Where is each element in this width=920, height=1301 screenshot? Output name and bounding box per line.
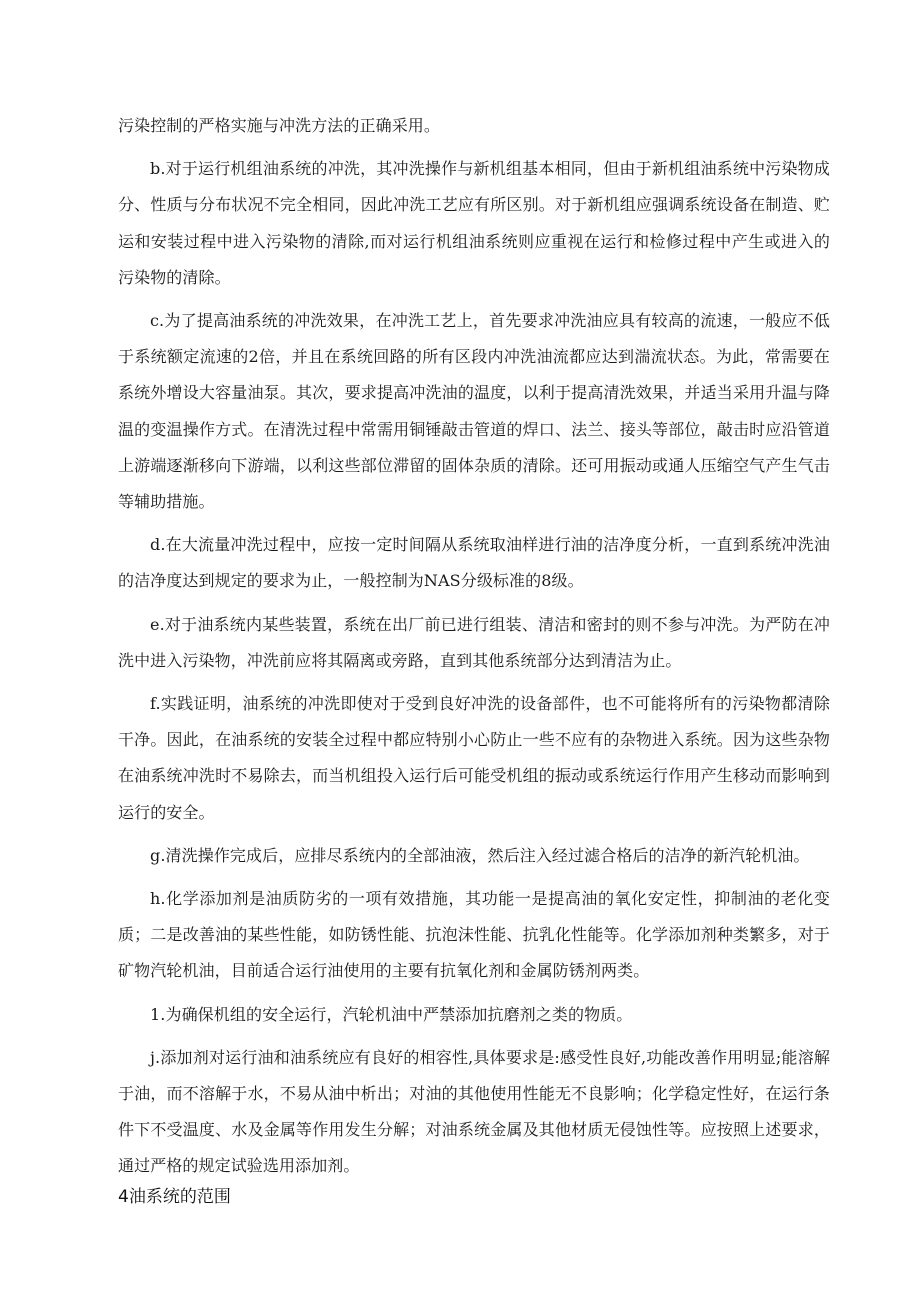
paragraph-f: f.实践证明，油系统的冲洗即使对于受到良好冲洗的设备部件，也不可能将所有的污染物都清除干净。因此，在油系统的安装全过程中都应特别小心防止一些不应有的杂物进入系统。因为这些杂物在油系统冲洗时不易除去，而当机组投入运行后可能受机组的振动或系统运行作用产生移动而影响到运行的安全。 [118,694,830,822]
paragraph-e: e.对于油系统内某些装置，系统在出厂前已进行组装、清洁和密封的则不参与冲洗。为严防在冲洗中进入污染物，冲洗前应将其隔离或旁路，直到其他系统部分达到清洁为止。 [118,614,830,670]
paragraph-continuation: 污染控制的严格实施与冲洗方法的正确采用。 [118,116,441,135]
paragraph-j: j.添加剂对运行油和油系统应有良好的相容性,具体要求是:感受性良好,功能改善作用明显;能溶解于油，而不溶解于水，不易从油中析出；对油的其他使用性能无不良影响；化学稳定性好，在运行条件下不受温度、水及金属等作用发生分解；对油系统金属及其他材质无侵蚀性等。应按照上述要求，通过严格的规定试验选用添加剂。 [118,1047,830,1176]
section-heading: 4油系统的范围 [118,1187,231,1207]
paragraph-i: 1.为确保机组的安全运行，汽轮机油中严禁添加抗磨剂之类的物质。 [150,1004,633,1024]
paragraph-d: d.在大流量冲洗过程中，应按一定时间隔从系统取油样进行油的洁净度分析，一直到系统冲洗油的洁净度达到规定的要求为止，一般控制为NAS分级标准的8级。 [118,535,830,591]
paragraph-h: h.化学添加剂是油质防劣的一项有效措施，其功能一是提高油的氧化安定性，抑制油的老化变质；二是改善油的某些性能，如防锈性能、抗泡沫性能、抗乳化性能等。化学添加剂种类繁多，对于矿物汽轮机油，目前适合运行油使用的主要有抗氧化剂和金属防锈剂两类。 [118,889,830,981]
document-body [118,108,830,1192]
paragraph-b: b.对于运行机组油系统的冲洗，其冲洗操作与新机组基本相同，但由于新机组油系统中污染物成分、性质与分布状况不完全相同，因此冲洗工艺应有所区别。对于新机组应强调系统设备在制造、贮运和安装过程中进入污染物的清除,而对运行机组油系统则应重视在运行和检修过程中产生或进入的污染物的清除。 [118,159,830,287]
paragraph-c: c.为了提高油系统的冲洗效果，在冲洗工艺上，首先要求冲洗油应具有较高的流速，一般应不低于系统额定流速的2倍，并且在系统回路的所有区段内冲洗油流都应达到湍流状态。为此，常需要在系统外增设大容量油泵。其次，要求提高冲洗油的温度，以利于提高清洗效果，并适当采用升温与降温的变温操作方式。在清洗过程中常需用铜锤敲击管道的焊口、法兰、接头等部位，敲击时应沿管道上游端逐渐移向下游端，以利这些部位滞留的固体杂质的清除。还可用振动或通人压缩空气产生气击等辅助措施。 [118,311,830,512]
paragraph-g: g.清洗操作完成后，应排尽系统内的全部油液，然后注入经过滤合格后的洁净的新汽轮机油。 [150,845,810,865]
